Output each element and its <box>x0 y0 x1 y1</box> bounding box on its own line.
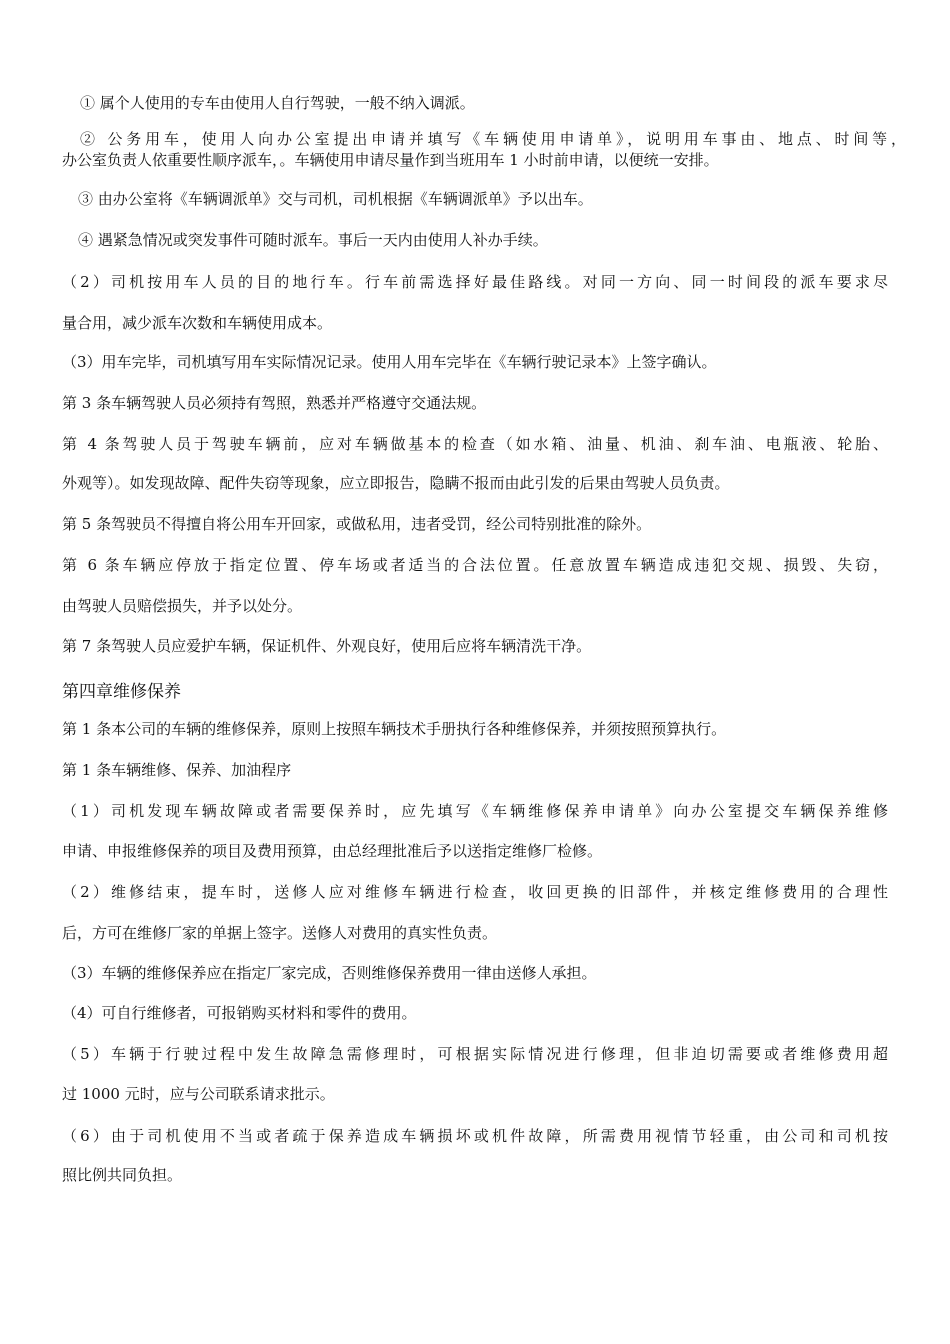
paragraph-line: 办公室负责人依重要性顺序派车，。车辆使用申请尽量作到当班用车 1 小时前申请，以便统一安排。 <box>62 151 719 169</box>
article-6-line: 第 6 条车辆应停放于指定位置、停车场或者适当的合法位置。任意放置车辆造成违犯交规、损毁、失窃， <box>62 556 888 574</box>
paragraph-line: （4）可自行维修者，可报销购买材料和零件的费用。 <box>62 1004 417 1022</box>
article-5-line: 第 5 条驾驶员不得擅自将公用车开回家，或做私用，违者受罚，经公司特别批准的除外。 <box>62 515 652 533</box>
paragraph-line: 外观等）。如发现故障、配件失窃等现象，应立即报告，隐瞒不报而由此引发的后果由驾驶人员负责。 <box>62 474 730 492</box>
paragraph-line: ④ 遇紧急情况或突发事件可随时派车。事后一天内由使用人补办手续。 <box>78 231 548 249</box>
chapter-heading: 第四章维修保养 <box>62 682 181 702</box>
paragraph-line: 照比例共同负担。 <box>62 1166 183 1184</box>
paragraph-line: （1）司机发现车辆故障或者需要保养时，应先填写《车辆维修保养申请单》向办公室提交车辆保养维修 <box>62 802 888 820</box>
paragraph-line: （5）车辆于行驶过程中发生故障急需修理时，可根据实际情况进行修理，但非迫切需要或者维修费用超 <box>62 1045 888 1063</box>
paragraph-line: 量合用，减少派车次数和车辆使用成本。 <box>62 314 333 332</box>
paragraph-line: （2）维修结束，提车时，送修人应对维修车辆进行检查，收回更换的旧部件，并核定维修费用的合理性 <box>62 883 888 901</box>
paragraph-line: 过 1000 元时，应与公司联系请求批示。 <box>62 1085 335 1103</box>
paragraph-line: （3）用车完毕，司机填写用车实际情况记录。使用人用车完毕在《车辆行驶记录本》上签字确认。 <box>62 353 717 371</box>
article-7-line: 第 7 条驾驶人员应爱护车辆，保证机件、外观良好，使用后应将车辆清洗干净。 <box>62 637 592 655</box>
paragraph-line: （3）车辆的维修保养应在指定厂家完成，否则维修保养费用一律由送修人承担。 <box>62 964 597 982</box>
article-1-line: 第 1 条本公司的车辆的维修保养，原则上按照车辆技术手册执行各种维修保养，并须按照预算执行。 <box>62 720 727 738</box>
paragraph-line: 由驾驶人员赔偿损失，并予以处分。 <box>62 597 303 615</box>
paragraph-line: 申请、申报维修保养的项目及费用预算，由总经理批准后予以送指定维修厂检修。 <box>62 842 603 860</box>
article-4-line: 第 4 条驾驶人员于驾驶车辆前，应对车辆做基本的检查（如水箱、油量、机油、刹车油、电瓶液、轮胎、 <box>62 435 888 453</box>
paragraph-line: （6）由于司机使用不当或者疏于保养造成车辆损坏或机件故障，所需费用视情节轻重，由公司和司机按 <box>62 1127 888 1145</box>
article-1-title: 第 1 条车辆维修、保养、加油程序 <box>62 761 292 779</box>
paragraph-line: ② 公务用车，使用人向办公室提出申请并填写《车辆使用申请单》，说明用车事由、地点、时间等， <box>80 130 906 148</box>
paragraph-line: 后，方可在维修厂家的单据上签字。送修人对费用的真实性负责。 <box>62 924 498 942</box>
paragraph-line: （2）司机按用车人员的目的地行车。行车前需选择好最佳路线。对同一方向、同一时间段的派车要求尽 <box>62 273 888 291</box>
paragraph-line: ① 属个人使用的专车由使用人自行驾驶，一般不纳入调派。 <box>80 94 475 112</box>
paragraph-line: ③ 由办公室将《车辆调派单》交与司机，司机根据《车辆调派单》予以出车。 <box>78 190 593 208</box>
article-3-line: 第 3 条车辆驾驶人员必须持有驾照，熟悉并严格遵守交通法规。 <box>62 394 487 412</box>
